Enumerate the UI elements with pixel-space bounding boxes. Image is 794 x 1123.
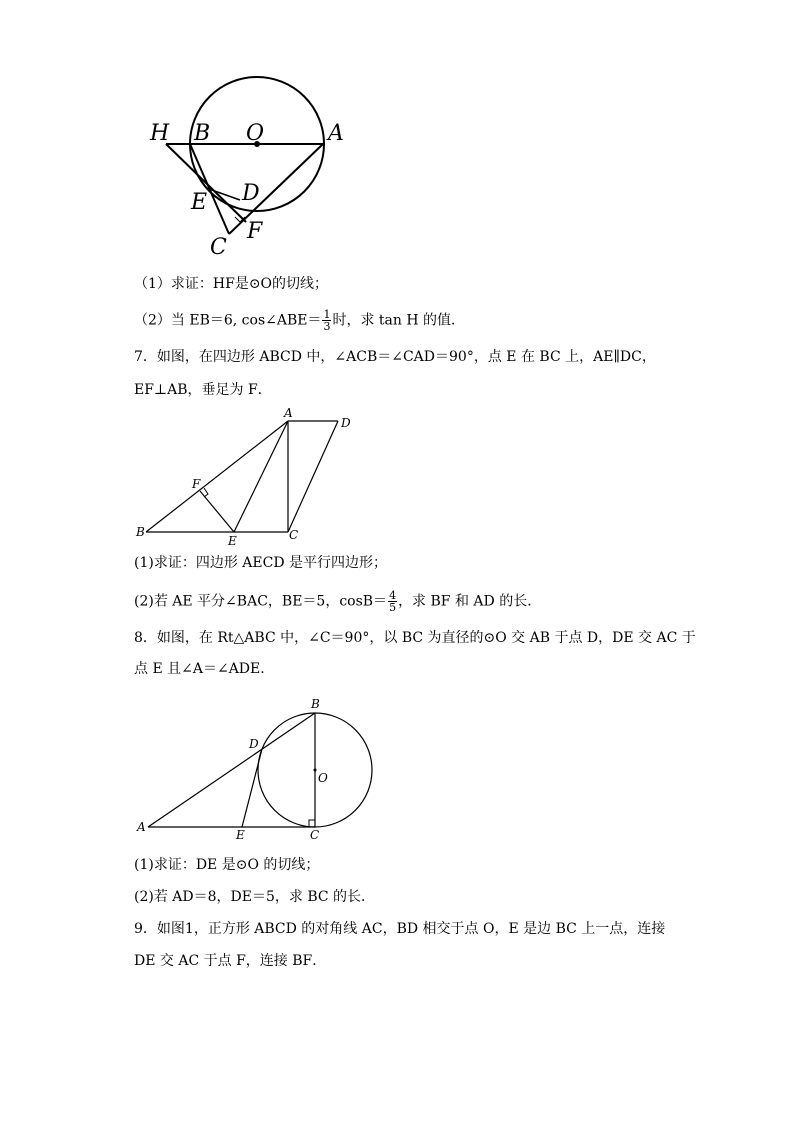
point-label-C: C [310,828,320,842]
q6-part2-text-pre: （2）当 EB＝6, cos∠ABE＝ [134,312,322,329]
point-label-E: E [228,534,237,548]
point-label-E: E [191,190,208,215]
point-label-O: O [318,771,328,785]
point-label-O: O [246,121,265,146]
q8-stem-line1: 8．如图，在 Rt△ABC 中，∠C＝90°，以 BC 为直径的⊙O 交 AB 于点 D，DE 交 AC 于 [134,630,696,646]
fraction-numerator: 4 [389,589,397,602]
q7-stem-line2: EF⊥AB，垂足为 F． [134,382,272,398]
q8-stem-line2: 点 E 且∠A＝∠ADE. [134,661,265,677]
point-label-F: F [247,219,263,244]
fraction-numerator: 1 [323,308,331,321]
q8-part1: (1)求证：DE 是⊙O 的切线； [134,857,320,873]
fraction [388,590,397,613]
q7-part2-text-pre: (2)若 AE 平分∠BAC，BE＝5，cosB＝ [134,593,388,610]
fraction [322,309,331,332]
point-label-F: F [192,477,201,491]
figure-q6 [140,65,380,265]
q6-part2 [134,309,465,332]
point-label-C: C [289,528,299,542]
q7-stem-line1: 7．如图，在四边形 ABCD 中，∠ACB＝∠CAD＝90°，点 E 在 BC 上，AE∥DC， [134,349,656,365]
point-label-E: E [236,828,245,842]
q8-part2: (2)若 AD＝8，DE＝5，求 BC 的长． [134,889,376,905]
point-label-B: B [194,121,211,146]
point-label-A: A [137,820,146,834]
q9-stem-line1: 9．如图1，正方形 ABCD 的对角线 AC，BD 相交于点 O，E 是边 BC 上一点，连接 [134,921,666,937]
point-label-A: A [284,406,293,420]
fraction-denominator: 3 [323,320,331,333]
figure-q8 [130,693,380,843]
figure-q7 [130,405,360,550]
q7-part1: (1)求证：四边形 AECD 是平行四边形； [134,555,387,571]
point-label-D: D [341,416,351,430]
q7-part2 [134,590,541,613]
q6-part2-text-post: 时，求 tan H 的值． [332,312,466,329]
q7-part2-text-post: ，求 BF 和 AD 的长． [398,593,542,610]
point-label-C: C [210,235,227,260]
point-label-A: A [328,121,344,146]
q6-part1: （1）求证：HF是⊙O的切线； [134,276,329,292]
fraction-denominator: 5 [389,601,397,614]
point-label-B: B [311,697,320,711]
point-label-H: H [150,121,170,146]
point-label-B: B [136,525,145,539]
point-label-D: D [249,737,259,751]
point-label-D: D [242,181,260,206]
q9-stem-line2: DE 交 AC 于点 F，连接 BF． [134,953,327,969]
